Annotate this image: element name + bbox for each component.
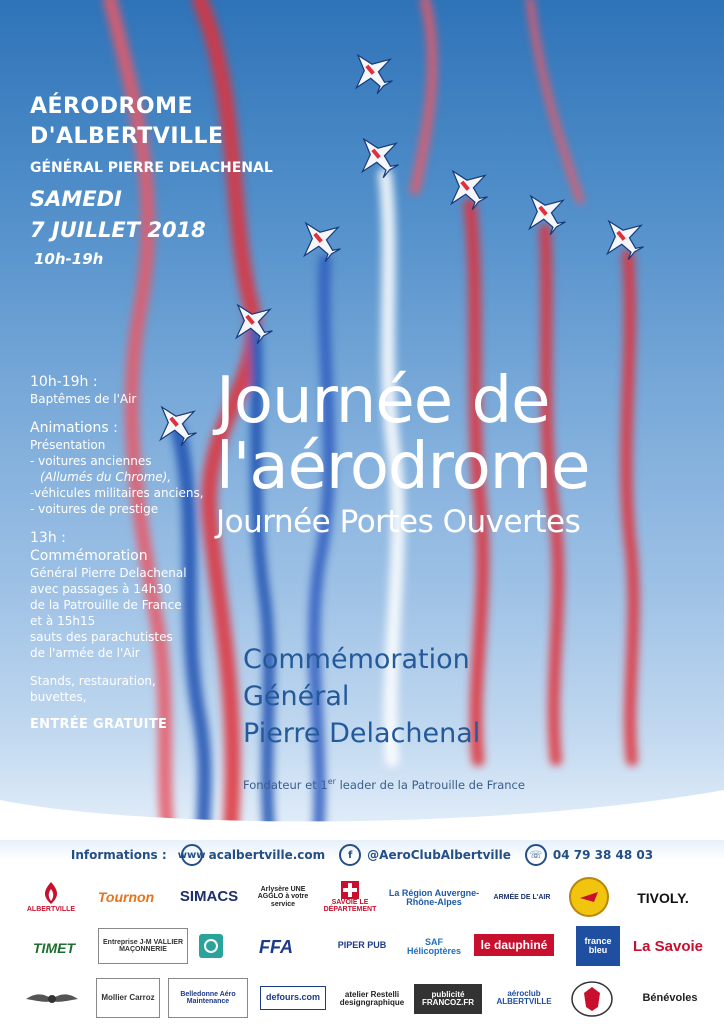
print-credit xyxy=(712,620,720,860)
animation-item: -véhicules militaires anciens, xyxy=(30,486,204,500)
sponsor-text: SAVOIE LE DÉPARTEMENT xyxy=(323,898,377,913)
passage-line: et à 15h15 xyxy=(30,614,96,628)
phone-icon: ☏ xyxy=(525,844,547,866)
founder-caption xyxy=(243,777,525,792)
sponsor-row-1 xyxy=(14,874,714,920)
website-link[interactable] xyxy=(177,844,326,866)
title-line2: l'aérodrome xyxy=(216,430,590,504)
info-bar xyxy=(0,838,724,872)
founder-text-b: leader de la Patrouille de France xyxy=(335,777,525,792)
venue-line2: D'ALBERTVILLE xyxy=(30,124,224,149)
animation-item: (Allumés du Chrome), xyxy=(40,470,172,484)
sponsor-logo-aeroclub: aéroclub ALBERTVILLE xyxy=(496,988,552,1006)
sponsor-logo-arlysere: Arlysère UNE AGGLO à votre service xyxy=(257,885,309,908)
sponsor-logo-defours: defours.com xyxy=(260,986,326,1010)
club-shield-icon xyxy=(570,979,614,1019)
free-entry: ENTRÉE GRATUITE xyxy=(30,717,168,732)
sponsor-logo-albertville xyxy=(24,874,78,920)
event-day: SAMEDI xyxy=(30,187,122,211)
green-box-icon xyxy=(199,934,223,958)
sponsor-logo-badge xyxy=(566,874,612,920)
event-date: 7 JUILLET 2018 xyxy=(30,218,206,242)
title-line1: Journée de xyxy=(216,364,550,438)
hours-heading: 10h-19h : xyxy=(30,374,98,390)
comm-line3: Pierre Delachenal xyxy=(243,718,481,749)
title-subtitle: Journée Portes Ouvertes xyxy=(216,504,581,540)
event-header xyxy=(30,92,273,272)
program-column xyxy=(30,373,230,733)
website-text: acalbertville.com xyxy=(208,848,326,862)
passage-line: de l'armée de l'Air xyxy=(30,646,140,660)
squadron-badge-icon xyxy=(568,876,610,918)
wings-emblem-icon xyxy=(24,987,80,1011)
sponsor-logo-ffa: FFA xyxy=(259,936,293,957)
sponsor-logo-vallier: Entreprise J-M VALLIER MAÇONNERIE xyxy=(98,928,188,964)
sponsor-logo-france-bleu: france bleu xyxy=(576,926,620,966)
sponsor-logo-dauphine: le dauphiné xyxy=(474,934,554,956)
phone-link[interactable] xyxy=(525,844,653,866)
sponsor-logo-restelli: atelier Restelli designgraphique xyxy=(339,989,405,1007)
sponsor-logo-mollier: Mollier Carroz xyxy=(96,978,160,1018)
facebook-link[interactable] xyxy=(339,844,511,866)
commemoration-block xyxy=(243,641,480,752)
animation-item: - voitures de prestige xyxy=(30,502,159,516)
passage-line: avec passages à 14h30 xyxy=(30,582,172,596)
sponsor-logo-piper: PIPER PUB xyxy=(337,940,387,951)
sponsor-logo-simacs: SIMACS xyxy=(179,888,239,906)
sponsor-text: ALBERTVILLE xyxy=(26,906,76,914)
info-label: Informations : xyxy=(70,848,167,862)
facebook-icon: f xyxy=(339,844,361,866)
sponsor-logo-green xyxy=(198,928,224,964)
sponsor-logo-wings xyxy=(22,982,82,1016)
venue-line3: GÉNÉRAL PIERRE DELACHENAL xyxy=(30,160,273,176)
sponsor-row-2 xyxy=(14,924,714,970)
sponsor-logo-armee-air: ARMÉE DE L'AIR xyxy=(493,894,551,902)
sponsor-logo-region: La Région Auvergne-Rhône-Alpes xyxy=(388,887,480,907)
hours-text: Baptêmes de l'Air xyxy=(30,392,137,406)
comm-line1: Commémoration xyxy=(243,644,470,675)
sponsor-logo-tournon: Tournon xyxy=(97,888,155,905)
sponsor-logo-francoz: publicité FRANCOZ.FR xyxy=(414,984,482,1014)
comm-line2: Général xyxy=(243,681,350,712)
presentation-label: Présentation xyxy=(30,438,106,452)
savoie-cross-icon xyxy=(341,881,359,899)
sponsor-logo-club xyxy=(564,978,620,1020)
venue-line1: AÉRODROME xyxy=(30,94,194,119)
passage-line: de la Patrouille de France xyxy=(30,598,182,612)
passage-line: sauts des parachutistes xyxy=(30,630,173,644)
stands-line: Stands, restauration, xyxy=(30,674,156,688)
sponsor-logo-la-savoie: La Savoie xyxy=(632,938,704,956)
www-icon: www xyxy=(181,844,203,866)
animations-heading: Animations : xyxy=(30,420,118,436)
sponsor-logo-tivoly: TIVOLY. xyxy=(637,889,689,906)
sponsor-logo-timet: TIMET xyxy=(33,939,75,956)
sponsor-logo-savoie xyxy=(322,876,378,918)
albertville-flame-icon xyxy=(38,880,64,906)
commemoration-label: Commémoration xyxy=(30,548,148,564)
animation-item: - voitures anciennes xyxy=(30,454,152,468)
sponsor-logo-saf: SAF Hélicoptères xyxy=(406,936,462,956)
event-hours: 10h-19h xyxy=(34,250,104,268)
general-name: Général Pierre Delachenal xyxy=(30,566,187,580)
main-title xyxy=(216,364,590,542)
time-13h: 13h : xyxy=(30,530,66,546)
founder-text-a: Fondateur et 1 xyxy=(243,777,328,792)
sponsor-logo-benevoles: Bénévoles xyxy=(642,992,698,1005)
sponsor-row-3 xyxy=(14,976,714,1022)
buvettes-line: buvettes, xyxy=(30,690,87,704)
facebook-text: @AeroClubAlbertville xyxy=(367,848,511,862)
founder-sup: er xyxy=(327,777,336,786)
sponsor-logo-belledonne: Belledonne Aéro Maintenance xyxy=(168,978,248,1018)
phone-text: 04 79 38 48 03 xyxy=(552,848,654,862)
